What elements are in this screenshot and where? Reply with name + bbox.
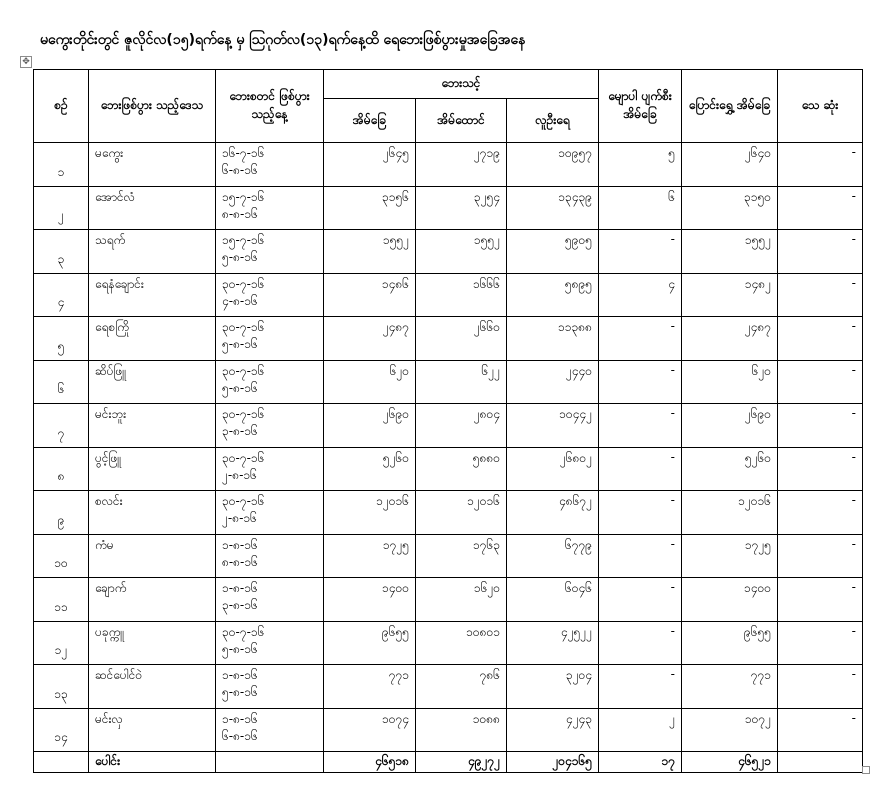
deaths-value: - xyxy=(778,534,863,578)
persons-value: ၁၀၄၄၂ xyxy=(507,404,599,448)
missing-value: - xyxy=(599,230,682,274)
end-date: ၅-၈-၁၆ xyxy=(222,337,258,351)
persons-value: ၁၀၉၅၇ xyxy=(507,143,599,187)
persons-value: ၄၈၆၇၂ xyxy=(507,491,599,535)
households-value: ၂၆၄၅ xyxy=(324,143,416,187)
header-households: အိမ်ခြေ xyxy=(324,99,416,143)
header-missing-households: မျောပါ ပျက်စီး အိမ်ခြေ xyxy=(599,70,682,143)
table-row xyxy=(34,317,863,361)
end-date: ၈-၈-၁၆ xyxy=(222,206,258,221)
deaths-value: - xyxy=(778,578,863,622)
missing-value: - xyxy=(599,447,682,491)
start-date: ၃၀-၇-၁၆ xyxy=(222,624,265,639)
missing-value: - xyxy=(599,665,682,709)
table-row xyxy=(34,143,863,187)
date-range xyxy=(216,578,324,622)
region-name: စလင်း xyxy=(89,491,216,535)
deaths-value: - xyxy=(778,317,863,361)
households-value: ၁၀၇၄ xyxy=(324,708,416,752)
end-date: ၂-၈-၁၆ xyxy=(222,511,257,525)
header-persons: လူဦးရေ xyxy=(507,99,599,143)
families-value: ၁၇၆၃ xyxy=(416,534,507,578)
region-name: ချောက် xyxy=(89,578,216,622)
total-families: ၄၉၂၇၂ xyxy=(416,752,507,773)
date-range xyxy=(216,404,324,448)
start-date: ၃၀-၇-၁၆ xyxy=(222,450,265,465)
missing-value: - xyxy=(599,317,682,361)
region-name: ရေနံချောင်း xyxy=(89,273,216,317)
missing-value: - xyxy=(599,534,682,578)
families-value: ၁၆၆၆ xyxy=(416,273,507,317)
header-families: အိမ်ထောင် xyxy=(416,99,507,143)
relocated-value: ၂၆၉၀ xyxy=(682,404,778,448)
table-row xyxy=(34,621,863,665)
families-value: ၂၆၆၀ xyxy=(416,317,507,361)
relocated-value: ၁၇၂၅ xyxy=(682,534,778,578)
relocated-value: ၁၄၈၂ xyxy=(682,273,778,317)
missing-value: - xyxy=(599,360,682,404)
region-name: ရေစကြို xyxy=(89,317,216,361)
row-number: ၁၀ xyxy=(34,534,89,578)
relocated-value: ၃၁၅၀ xyxy=(682,186,778,230)
households-value: ၇၇၁ xyxy=(324,665,416,709)
region-name: ကံမ xyxy=(89,534,216,578)
end-date: ၅-၈-၁၆ xyxy=(222,250,258,264)
date-range xyxy=(216,447,324,491)
end-date: ၄-၈-၁၆ xyxy=(222,293,258,308)
end-date: ၆-၈-၁၆ xyxy=(222,163,258,177)
families-value: ၃၂၅၄ xyxy=(416,186,507,230)
total-missing: ၁၇ xyxy=(599,752,682,773)
start-date: ၃၀-၇-၁၆ xyxy=(222,494,265,508)
missing-value: ၆ xyxy=(599,186,682,230)
region-name: အောင်လံ xyxy=(89,186,216,230)
region-name: မင်းဘူး xyxy=(89,404,216,448)
row-number: ၇ xyxy=(34,404,89,448)
date-range xyxy=(216,621,324,665)
region-name: ပခုက္ကူ xyxy=(89,621,216,665)
missing-value: ၂ xyxy=(599,708,682,752)
start-date: ၃၀-၇-၁၆ xyxy=(222,407,265,421)
total-households: ၄၆၅၁၈ xyxy=(324,752,416,773)
households-value: ၁၄၈၆ xyxy=(324,273,416,317)
households-value: ၁၄၀၀ xyxy=(324,578,416,622)
missing-value: - xyxy=(599,491,682,535)
persons-value: ၃၂၀၄ xyxy=(507,665,599,709)
row-number: ၁၁ xyxy=(34,578,89,622)
deaths-value: - xyxy=(778,186,863,230)
households-value: ၃၁၅၆ xyxy=(324,186,416,230)
households-value: ၁၅၅၂ xyxy=(324,230,416,274)
table-row xyxy=(34,447,863,491)
families-value: ၁၀၈၀၁ xyxy=(416,621,507,665)
end-date: ၅-၈-၁၆ xyxy=(222,685,258,699)
start-date: ၁-၈-၁၆ xyxy=(222,711,258,726)
relocated-value: ၁၅၅၂ xyxy=(682,230,778,274)
end-date: ၃-၈-၁၆ xyxy=(222,598,258,612)
row-number: ၅ xyxy=(34,317,89,361)
header-no: စဥ် xyxy=(34,70,89,143)
relocated-value: ၂၄၈၇ xyxy=(682,317,778,361)
missing-value: - xyxy=(599,578,682,622)
region-name: ဆင်ပေါင်ဝဲ xyxy=(89,665,216,709)
start-date: ၃၀-၇-၁၆ xyxy=(222,320,265,334)
date-range xyxy=(216,360,324,404)
total-label: ပေါင်း xyxy=(89,752,216,773)
total-relocated: ၄၆၅၂၁ xyxy=(682,752,778,773)
end-date: ၃-၈-၁၆ xyxy=(222,424,258,438)
table-row xyxy=(34,534,863,578)
households-value: ၂၄၈၇ xyxy=(324,317,416,361)
families-value: ၅၈၈၀ xyxy=(416,447,507,491)
date-range xyxy=(216,491,324,535)
region-name: မင်းလှ xyxy=(89,708,216,752)
total-persons: ၂၀၄၁၆၅ xyxy=(507,752,599,773)
persons-value: ၆၀၄၆ xyxy=(507,578,599,622)
persons-value: ၂၄၄၀ xyxy=(507,360,599,404)
header-relocated-households: ပြောင်းရွှေ့ အိမ်ခြေ xyxy=(682,70,778,143)
row-number: ၁ xyxy=(34,143,89,187)
households-value: ၅၂၆၀ xyxy=(324,447,416,491)
end-date: ၆-၈-၁၆ xyxy=(222,728,258,743)
families-value: ၁၆၂၀ xyxy=(416,578,507,622)
deaths-value: - xyxy=(778,708,863,752)
missing-value: ၅ xyxy=(599,143,682,187)
start-date: ၃၀-၇-၁၆ xyxy=(222,276,265,291)
households-value: ၂၆၉၀ xyxy=(324,404,416,448)
families-value: ၁၅၅၂ xyxy=(416,230,507,274)
end-date: ၅-၈-၁၆ xyxy=(222,641,258,656)
row-number: ၂ xyxy=(34,186,89,230)
date-range xyxy=(216,317,324,361)
row-number: ၆ xyxy=(34,360,89,404)
persons-value: ၆၇၇၉ xyxy=(507,534,599,578)
row-number: ၁၂ xyxy=(34,621,89,665)
relocated-value: ၅၂၆၀ xyxy=(682,447,778,491)
date-range xyxy=(216,665,324,709)
start-date: ၃၀-၇-၁၆ xyxy=(222,363,265,378)
persons-value: ၅၉၀၅ xyxy=(507,230,599,274)
deaths-value: - xyxy=(778,143,863,187)
total-date-spacer xyxy=(216,752,324,773)
row-number: ၃ xyxy=(34,230,89,274)
table-row xyxy=(34,491,863,535)
households-value: ၁၂၀၁၆ xyxy=(324,491,416,535)
relocated-value: ၁၀၇၂ xyxy=(682,708,778,752)
start-date: ၁၅-၇-၁၆ xyxy=(222,189,265,204)
start-date: ၁-၈-၁၆ xyxy=(222,581,258,595)
row-number: ၁၄ xyxy=(34,708,89,752)
families-value: ၇၈၆ xyxy=(416,665,507,709)
end-date: ၂-၈-၁၆ xyxy=(222,467,257,482)
total-spacer xyxy=(34,752,89,773)
header-region: ဘေးဖြစ်ပွား သည့်ဒေသ xyxy=(89,70,216,143)
relocated-value: ၁၂၀၁၆ xyxy=(682,491,778,535)
persons-value: ၅၈၉၅ xyxy=(507,273,599,317)
households-value: ၆၂၀ xyxy=(324,360,416,404)
region-name: ဆိပ်ဖြူ xyxy=(89,360,216,404)
deaths-value: - xyxy=(778,491,863,535)
persons-value: ၄၂၅၂၂ xyxy=(507,621,599,665)
total-deaths xyxy=(778,752,863,773)
header-affected: ဘေးသင့် xyxy=(324,70,599,99)
missing-value: - xyxy=(599,621,682,665)
households-value: ၉၆၅၅ xyxy=(324,621,416,665)
households-value: ၁၇၂၅ xyxy=(324,534,416,578)
table-row xyxy=(34,360,863,404)
row-number: ၄ xyxy=(34,273,89,317)
table-body xyxy=(34,143,863,773)
relocated-value: ၇၇၁ xyxy=(682,665,778,709)
deaths-value: - xyxy=(778,404,863,448)
relocated-value: ၁၄၀၀ xyxy=(682,578,778,622)
table-row xyxy=(34,578,863,622)
relocated-value: ၉၆၅၅ xyxy=(682,621,778,665)
missing-value: ၄ xyxy=(599,273,682,317)
region-name: ပွင့်ဖြူ xyxy=(89,447,216,491)
missing-value: - xyxy=(599,404,682,448)
table-row xyxy=(34,708,863,752)
families-value: ၁၀၈၈ xyxy=(416,708,507,752)
table-row xyxy=(34,404,863,448)
table-row xyxy=(34,230,863,274)
start-date: ၁၆-၇-၁၆ xyxy=(222,146,265,160)
table-row xyxy=(34,665,863,709)
date-range xyxy=(216,708,324,752)
deaths-value: - xyxy=(778,273,863,317)
header-start-date: ဘေးစတင် ဖြစ်ပွားသည့်နေ့ xyxy=(216,70,324,143)
table-row xyxy=(34,273,863,317)
date-range xyxy=(216,534,324,578)
move-anchor-icon[interactable]: ✥ xyxy=(20,56,32,68)
deaths-value: - xyxy=(778,447,863,491)
start-date: ၁-၈-၁၆ xyxy=(222,668,258,682)
row-number: ၉ xyxy=(34,491,89,535)
families-value: ၁၂၀၁၆ xyxy=(416,491,507,535)
end-date: ၅-၈-၁၆ xyxy=(222,380,258,395)
relocated-value: ၂၆၄၀ xyxy=(682,143,778,187)
document-title: မကွေးတိုင်းတွင် ဇူလိုင်လ(၁၅)ရက်နေ့ မှ ဩဂုတ်လ(၁၃)ရက်နေ့ထိ ရေဘေးဖြစ်ပွားမှုအခြေအနေ xyxy=(40,32,526,48)
deaths-value: - xyxy=(778,665,863,709)
date-range xyxy=(216,186,324,230)
header-deaths: သေ ဆုံး xyxy=(778,70,863,143)
start-date: ၁၅-၇-၁၆ xyxy=(222,233,265,247)
deaths-value: - xyxy=(778,621,863,665)
table-row xyxy=(34,186,863,230)
deaths-value: - xyxy=(778,230,863,274)
families-value: ၂၈၀၄ xyxy=(416,404,507,448)
date-range xyxy=(216,230,324,274)
persons-value: ၁၁၃၈၈ xyxy=(507,317,599,361)
row-number: ၁၃ xyxy=(34,665,89,709)
flood-situation-table xyxy=(33,69,863,773)
date-range xyxy=(216,273,324,317)
deaths-value: - xyxy=(778,360,863,404)
resize-handle[interactable] xyxy=(862,766,870,774)
families-value: ၂၇၁၉ xyxy=(416,143,507,187)
relocated-value: ၆၂၀ xyxy=(682,360,778,404)
persons-value: ၂၆၈၀၂ xyxy=(507,447,599,491)
date-range xyxy=(216,143,324,187)
families-value: ၆၂၂ xyxy=(416,360,507,404)
persons-value: ၄၂၄၃ xyxy=(507,708,599,752)
region-name: သရက် xyxy=(89,230,216,274)
start-date: ၁-၈-၁၆ xyxy=(222,537,258,552)
persons-value: ၁၃၄၃၉ xyxy=(507,186,599,230)
region-name: မကွေး xyxy=(89,143,216,187)
total-row xyxy=(34,752,863,773)
end-date: ၈-၈-၁၆ xyxy=(222,554,258,569)
row-number: ၈ xyxy=(34,447,89,491)
